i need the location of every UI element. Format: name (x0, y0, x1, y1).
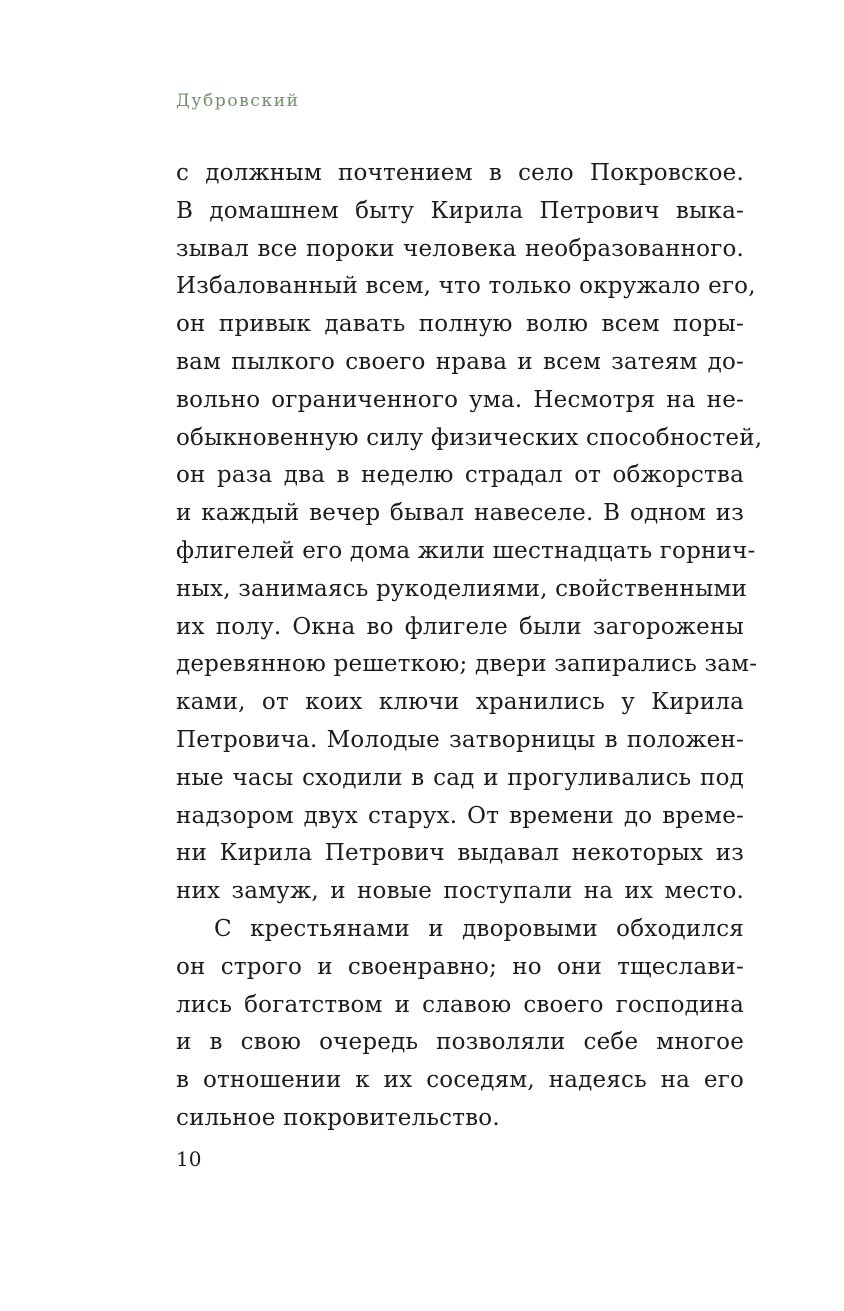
text-line: с должным почтением в село Покровское. (176, 160, 744, 186)
page-number: 10 (176, 1147, 202, 1171)
text-line: он раза два в неделю страдал от обжорства (176, 462, 744, 489)
text-line: ками, от коих ключи хранились у Кирила (176, 689, 744, 716)
text-line: Петровича. Молодые затворницы в положен- (176, 726, 744, 753)
text-line: их полу. Окна во флигеле были загорожены (176, 613, 744, 640)
text-line: и в свою очередь позволяли себе многое (176, 1029, 744, 1056)
text-line: деревянною решеткою; двери запирались зам- (176, 651, 758, 678)
text-line: ни Кирила Петрович выдавал некоторых из (176, 840, 744, 867)
text-line: вольно ограниченного ума. Несмотря на не- (176, 386, 744, 413)
text-line: и каждый вечер бывал навеселе. В одном из (176, 500, 744, 527)
text-line: зывал все пороки человека необразованного. (176, 235, 744, 262)
text-line: обыкновенную силу физических способностей, (176, 424, 763, 451)
text-line: вам пылкого своего нрава и всем затеям до- (176, 348, 744, 375)
body-text (176, 155, 763, 1138)
text-line: надзором двух старух. От времени до време- (176, 802, 744, 829)
text-line-last: сильное покровительство. (176, 1104, 500, 1131)
text-line: Избалованный всем, что только окружало его, (176, 273, 756, 300)
running-header: Дубровский (176, 91, 300, 111)
text-line: ных, занимаясь рукоделиями, свойственными (176, 575, 748, 602)
text-line-first: С крестьянами и дворовыми обходился (214, 915, 744, 942)
text-line: В домашнем быту Кирила Петрович выка- (176, 197, 744, 224)
text-line: он привык давать полную волю всем поры- (176, 311, 744, 338)
text-line: них замуж, и новые поступали на их место. (176, 878, 744, 905)
text-line: он строго и своенравно; но они тщеслави- (176, 953, 744, 980)
text-line: в отношении к их соседям, надеясь на его (176, 1067, 744, 1094)
text-line: ные часы сходили в сад и прогуливались под (176, 764, 744, 791)
text-line: флигелей его дома жили шестнадцать горнич- (176, 537, 756, 564)
text-line: лись богатством и славою своего господина (176, 991, 744, 1018)
